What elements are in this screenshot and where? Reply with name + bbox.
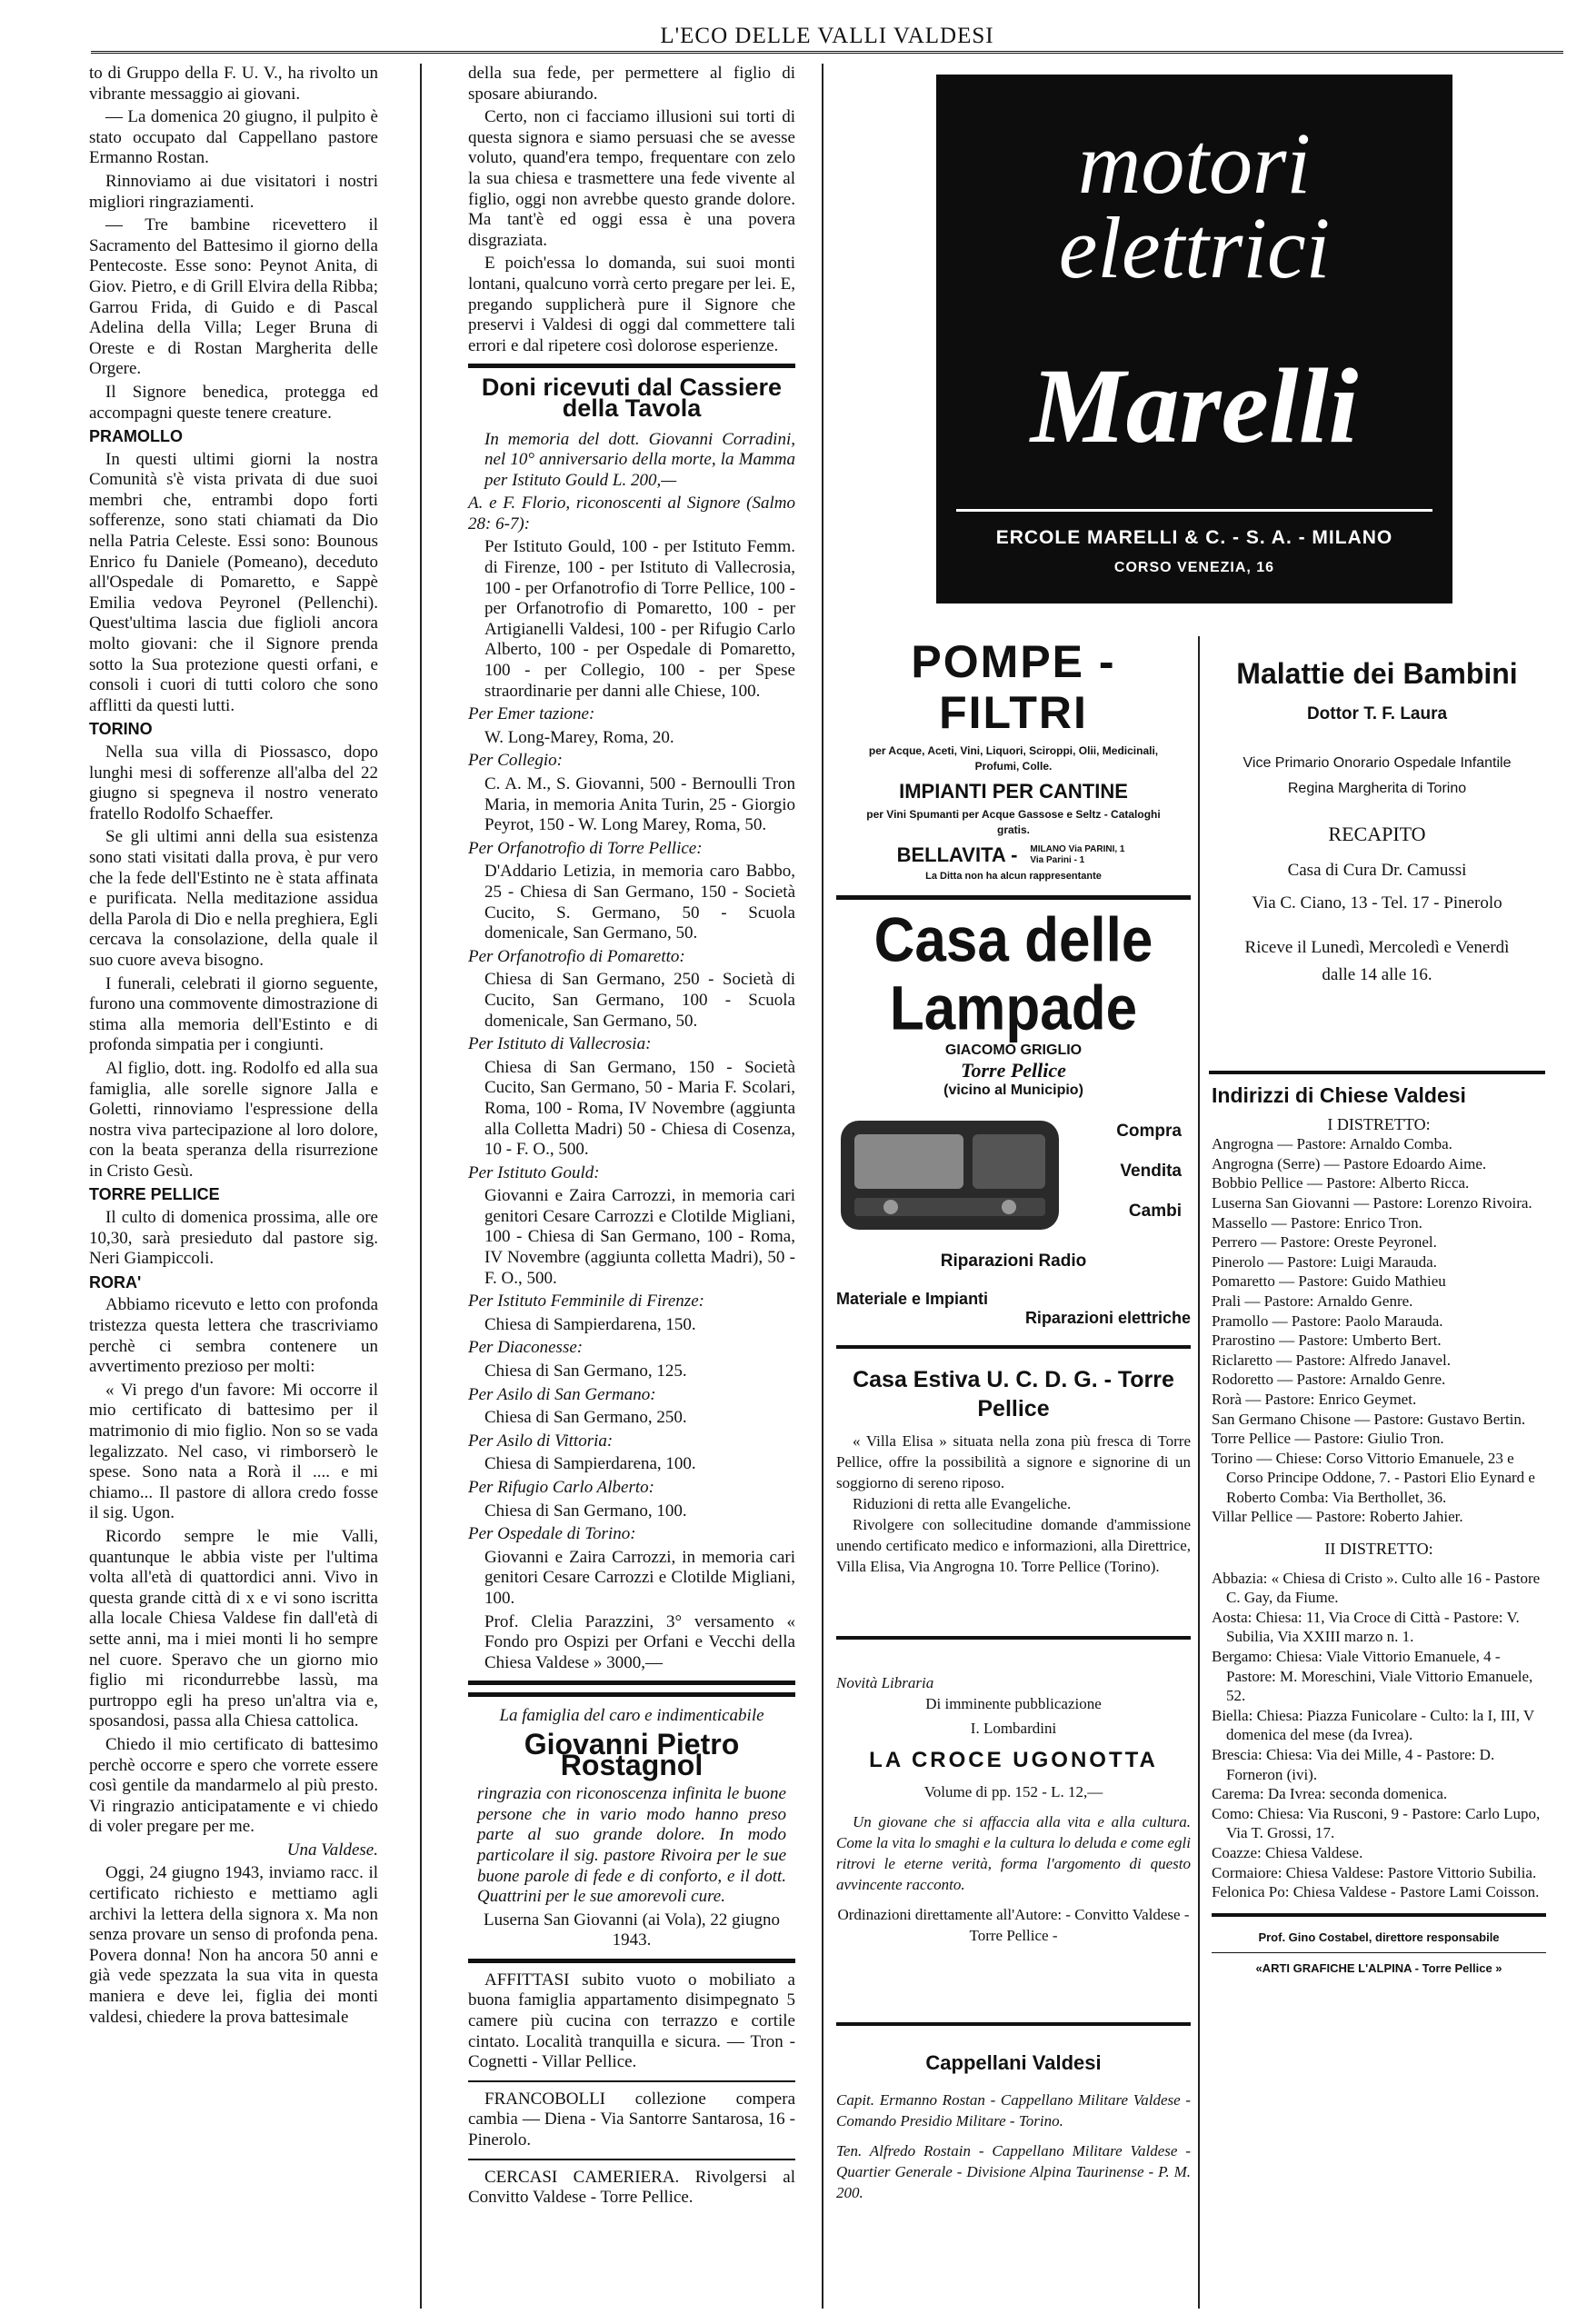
donation-entry: Prof. Clelia Parazzini, 3° versamento « Fondo pro Ospizi per Orfani e Vecchi della Chiesa Valdese » 3000,— — [484, 1611, 795, 1672]
summer-house-text: Riduzioni di retta alle Evangeliche. — [853, 1495, 1072, 1512]
paragraph: — La domenica 20 giugno, il pulpito è stato occupato dal Cappellano pastore Ermanno Rostan. — [89, 107, 378, 168]
donations-list — [468, 430, 795, 1674]
summer-house-text: « Villa Elisa » situata nella zona più fresca di Torre Pellice, offre la possibilità a signore e signorine di un soggiorno di sereno riposo. — [836, 1432, 1191, 1491]
column-rule-3 — [1198, 636, 1200, 2309]
letter-signature: Una Valdese. — [286, 1840, 378, 1860]
church-address-entry: Prarostino — Pastore: Umberto Bert. — [1212, 1332, 1442, 1350]
donations-title: Doni ricevuti dal Cassiere della Tavola — [481, 374, 783, 422]
donation-heading: Per Rifugio Carlo Alberto: — [468, 1478, 654, 1497]
church-address-entry: Pramollo — Pastore: Paolo Marauda. — [1212, 1312, 1443, 1330]
book-title: LA CROCE UGONOTTA — [869, 1748, 1158, 1772]
donation-entry: Chiesa di San Germano, 250 - Società di Cucito, San Germano, 100 - Scuola domenicale, San Germano, 50. — [484, 970, 795, 1031]
divider — [836, 2022, 1191, 2026]
divider — [836, 1636, 1191, 1640]
column-rule-1 — [420, 64, 422, 2309]
pompe-note: La Ditta non ha alcun rappresentante — [925, 871, 1102, 882]
church-address-entry: Cormaiore: Chiesa Valdese: Pastore Vittorio Subilia. — [1212, 1863, 1537, 1881]
pediatrician-hours-days: Riceve il Lunedì, Mercoledì e Venerdì — [1244, 938, 1510, 957]
chaplains-section — [836, 2045, 1191, 2203]
donation-entry: Chiesa di Sampierdarena, 150. — [484, 1314, 696, 1334]
donation-entry: Chiesa di San Germano, 125. — [484, 1361, 687, 1381]
church-address-entry: Coazze: Chiesa Valdese. — [1212, 1843, 1363, 1861]
pompe-products: per Acque, Aceti, Vini, Liquori, Sciroppi, Olii, Medicinali, Profumi, Colle. — [868, 744, 1159, 773]
family-notice-place: Luserna San Giovanni (ai Vola), 22 giugno 1943. — [484, 1910, 780, 1950]
letter-paragraph: Ricordo sempre le mie Valli, quantunque le abbia viste per l'ultima volta all'età di quattordici anni. Vivo in questa grande città di x e vi sono iscritta alla locale Chiesa Valdese fin dall'età di sette anni, ma i miei monti li ho sempre nel cuore. Speravo che un giorno mio figlio mi ricondurrebbe lassù, ma purtroppo egli ha preso un'altra via e, sposandosi, passa alla Chiesa cattolica. — [89, 1526, 378, 1731]
book-author: I. Lombardini — [970, 1720, 1057, 1737]
donation-heading: Per Asilo di Vittoria: — [468, 1431, 614, 1451]
lamp-shop-materials: Materiale e Impianti — [836, 1290, 989, 1308]
paragraph: Oggi, 24 giugno 1943, inviamo racc. il certificato richiesto e mettiamo agli archivi la lettera della signora x. Ma non senza provare un senso di profonda pena. Povera donna! Non ha ancora 50 anni e già vede spezzata la sua vita in questa maniera e deve lei, figlia dei monti valdesi, chiedere la prova battesimale — [89, 1863, 378, 2027]
book-ad — [836, 1672, 1191, 1946]
book-ordering: Ordinazioni direttamente all'Autore: - Convitto Valdese - Torre Pellice - — [837, 1906, 1190, 1944]
donation-entry: A. e F. Florio, riconoscenti al Signore (Salmo 28: 6-7): — [468, 494, 795, 534]
divider — [468, 1692, 795, 1697]
family-notice-name: Giovanni Pietro Rostagnol — [524, 1727, 740, 1781]
lamp-shop-ad — [836, 906, 1191, 1328]
church-address-entry: Aosta: Chiesa: 11, Via Croce di Città - Pastore: V. Subilia, Via XXIII marzo n. 1. — [1212, 1608, 1520, 1646]
newspaper-title: L'ECO DELLE VALLI VALDESI — [660, 24, 994, 48]
pompe-address: MILANO Via PARINI, 1 Via Parini - 1 — [1030, 844, 1125, 865]
church-addresses-title: Indirizzi di Chiese Valdesi — [1212, 1083, 1466, 1107]
district-1-list — [1212, 1134, 1546, 1527]
divider — [1209, 1071, 1545, 1074]
church-address-entry: Prali — Pastore: Arnaldo Genre. — [1212, 1292, 1413, 1310]
book-description: Un giovane che si affaccia alla vita e alla cultura. Come la vita lo smaghi e la cultura lo deluda e come egli ritrovi le eterne verità, forma l'argomento di questo avvincente racconto. — [836, 1813, 1191, 1893]
pompe-subtitle: IMPIANTI PER CANTINE — [899, 780, 1128, 803]
paragraph: E poich'essa lo domanda, sui suoi monti lontani, qualcuno vorrà certo pregare per lei. E, pregando supplicherà pure il Signore che preservi i Valdesi di oggi dal commettere tali errori e dal ripetere così dolorose esperienze. — [468, 254, 795, 355]
pediatrician-hours-time: dalle 14 alle 16. — [1322, 965, 1432, 984]
summer-house-title: Casa Estiva U. C. D. G. - Torre Pellice — [853, 1367, 1174, 1421]
church-address-entry: Rodoretto — Pastore: Arnaldo Genre. — [1212, 1371, 1446, 1389]
divider — [836, 1345, 1191, 1349]
newspaper-header — [91, 20, 1563, 54]
marelli-address: CORSO VENEZIA, 16 — [1113, 560, 1275, 575]
paragraph: Certo, non ci facciamo illusioni sui torti di questa signora e siamo persuasi che se avesse voluto, quand'era tempo, frequentare con zelo la sua chiesa e trasmettere una fede vivente al figlio, oggi non avrebbe questo grande dolore. Ma tant'è ed oggi essa è una povera disgraziata. — [468, 107, 795, 250]
marelli-advertisement — [936, 75, 1452, 603]
donation-heading: Per Emer tazione: — [468, 704, 595, 724]
church-address-entry: Como: Chiesa: Via Rusconi, 9 - Pastore: Carlo Lupo, Via T. Grossi, 17. — [1212, 1804, 1541, 1842]
divider — [468, 2159, 795, 2160]
church-address-entry: Riclaretto — Pastore: Alfredo Janavel. — [1212, 1351, 1451, 1369]
donation-entry: Per Istituto Gould, 100 - per Istituto Femm. di Firenze, 100 - per Istituto di Vallecrosia, 100 - per Orfanotrofio di Torre Pellice, 100 - per Orfanotrofio di Pomaretto, 100 - per Artigianelli Valdesi, 100 - per Rifugio Carlo Alberto, 100 - per Ospedale di Pomaretto, 100 - per Collegio, 100 - per Spese straordinarie per danni alle Chiese, 100. — [484, 537, 795, 701]
divider — [1212, 1952, 1546, 1953]
divider — [836, 895, 1191, 900]
paragraph: della sua fede, per permettere al figlio di sposare abiurando. — [468, 64, 795, 104]
donation-entry: Chiesa di San Germano, 150 - Società Cucito, San Germano, 50 - Maria F. Scolari, Roma, 100 - Roma, IV Novembre (aggiunta alla Colletta Madri) 50 - Chiesa di Cosenza, 10 - F. O., 500. — [484, 1057, 795, 1160]
pediatrician-title: Malattie dei Bambini — [1236, 657, 1518, 690]
church-address-entry: San Germano Chisone — Pastore: Gustavo Bertin. — [1212, 1410, 1526, 1428]
pediatrician-role-1: Vice Primario Onorario Ospedale Infantile — [1243, 755, 1512, 771]
column-rule-2 — [822, 64, 823, 2309]
donation-entry: Chiesa di San Germano, 250. — [484, 1408, 687, 1428]
church-address-entry: Torino — Chiese: Corso Vittorio Emanuele, 23 e Corso Principe Oddone, 7. - Pastori Elio Eynard e Roberto Comba: Via Berthollet, 36. — [1212, 1449, 1535, 1506]
paragraph: to di Gruppo della F. U. V., ha rivolto un vibrante messaggio ai giovani. — [89, 64, 378, 104]
marelli-divider — [956, 509, 1432, 512]
chaplain-entry: Ten. Alfredo Rostain - Cappellano Militare Valdese - Quartier Generale - Divisione Alpina Taurinense - P. M. 200. — [836, 2142, 1191, 2201]
church-address-entry: Luserna San Giovanni — Pastore: Lorenzo Rivoira. — [1212, 1193, 1532, 1212]
column-2 — [468, 64, 795, 2211]
donation-entry: D'Addario Letizia, in memoria caro Babbo, 25 - Chiesa di San Germano, 150 - Società Cucito, S. Germano, 50 - Scuola domenicale, San Germano, 50. — [484, 862, 795, 943]
divider — [1212, 1913, 1546, 1917]
family-notice-text: ringrazia con riconoscenza infinita le buone persone che in vario modo hanno preso parte al suo grande dolore. In modo particolare il sig. pastore Rivoira per le sue buone parole di fede e di conforto, e il dott. Quattrini per le sue amorevoli cure. — [477, 1784, 786, 1907]
church-address-entry: Villar Pellice — Pastore: Roberto Jahier. — [1212, 1508, 1463, 1526]
paragraph: I funerali, celebrati il giorno seguente, furono una commovente dimostrazione di stima alla memoria dell'Estinto e di profonda simpatia per i congiunti. — [89, 973, 378, 1055]
church-address-entry: Bergamo: Chiesa: Viale Vittorio Emanuele, 4 - Pastore: M. Moreschini, Viale Vittorio Emanuele, 52. — [1212, 1648, 1533, 1705]
pompe-title: POMPE - FILTRI — [911, 636, 1116, 738]
lamp-shop-title: Casa delle Lampade — [873, 906, 1153, 1043]
pediatrician-ad — [1209, 656, 1545, 989]
printer-credit: «ARTI GRAFICHE L'ALPINA - Torre Pellice » — [1255, 1961, 1502, 1976]
chaplains-title: Cappellani Valdesi — [925, 2051, 1102, 2074]
donation-entry: C. A. M., S. Giovanni, 500 - Bernoulli Tron Maria, in memoria Anita Turin, 25 - Giorgio Peyrot, 150 - W. Long Marey, Roma, 50. — [484, 774, 795, 835]
donation-heading: Per Istituto Gould: — [468, 1162, 600, 1182]
section-heading-torino: TORINO — [89, 720, 153, 739]
lamp-shop-owner: GIACOMO GRIGLIO — [944, 1042, 1083, 1058]
church-address-entry: Bobbio Pellice — Pastore: Alberto Ricca. — [1212, 1174, 1470, 1192]
lamp-shop-location: (vicino al Municipio) — [943, 1082, 1083, 1098]
lamp-shop-exchange: Cambi — [1128, 1202, 1182, 1221]
donation-heading: Per Orfanotrofio di Torre Pellice: — [468, 838, 703, 858]
church-address-entry: Angrogna (Serre) — Pastore Edoardo Aime. — [1212, 1154, 1487, 1172]
marelli-line-2: elettrici — [1058, 199, 1331, 296]
marelli-company: ERCOLE MARELLI & C. - S. A. - MILANO — [995, 527, 1393, 548]
church-address-entry: Felonica Po: Chiesa Valdese - Pastore Lami Coisson. — [1212, 1883, 1540, 1901]
paragraph: Il culto di domenica prossima, alle ore 10,30, sarà presieduto dal pastore sig. Neri Giampiccoli. — [89, 1208, 378, 1269]
summer-house-ad — [836, 1365, 1191, 1577]
director-credit: Prof. Gino Costabel, direttore responsabile — [1258, 1930, 1500, 1944]
pompe-filtri-ad — [836, 636, 1191, 882]
church-address-entry: Perrero — Pastore: Oreste Peyronel. — [1212, 1233, 1437, 1252]
paragraph: Al figlio, dott. ing. Rodolfo ed alla sua famiglia, alle sorelle signore Jalla e Goletti, rinnoviamo l'espressione della nostra viva partecipazione al loro dolore, con la beata speranza della risurrezione in Cristo Gesù. — [89, 1058, 378, 1181]
donation-heading: Per Istituto Femminile di Firenze: — [468, 1292, 704, 1312]
donation-heading: Per Diaconesse: — [468, 1338, 584, 1358]
pediatrician-role-2: Regina Margherita di Torino — [1287, 781, 1467, 796]
pediatrician-clinic: Casa di Cura Dr. Camussi — [1287, 861, 1467, 880]
district-2-heading: II DISTRETTO: — [1324, 1540, 1433, 1559]
church-address-entry: Massello — Pastore: Enrico Tron. — [1212, 1213, 1422, 1232]
radio-icon — [836, 1112, 1063, 1239]
donation-entry: Chiesa di Sampierdarena, 100. — [484, 1454, 696, 1474]
marelli-line-1: motori — [1077, 115, 1312, 212]
pompe-details: per Vini Spumanti per Acque Gassose e Seltz - Cataloghi gratis. — [866, 808, 1161, 836]
classified-ad: AFFITTASI subito vuoto o mobiliato a buona famiglia appartamento disimpegnato 5 camere più cucina con terrazzo e cortile cintato. Località tranquilla e sicura. — Tron - Cognetti - Villar Pellice. — [468, 1970, 795, 2072]
pediatrician-recapito-label: RECAPITO — [1328, 823, 1426, 845]
section-heading-torre-pellice: TORRE PELLICE — [89, 1185, 220, 1204]
donation-heading: Per Istituto di Vallecrosia: — [468, 1034, 652, 1054]
divider — [468, 364, 795, 368]
paragraph: In questi ultimi giorni la nostra Comunità s'è vista privata di due suoi membri che, entrambi dopo forti sofferenze, sono stati chiamati da Dio nella Patria Celeste. Essi sono: Bounous Enrico fu Daniele (Pomeano), deceduto all'Ospedale di Pomaretto, e Sappè Emilia vedova Peyronel (Pellenchi). Quest'ultima lascia due figlioli ancora molto giovani: che il Signore prenda sotto la Sua protezione questi orfani, e consoli i cuori di tutti coloro che sono afflitti da questi lutti. — [89, 449, 378, 715]
column-1 — [89, 64, 378, 2030]
book-ad-subtitle: Di imminente pubblicazione — [925, 1695, 1102, 1712]
church-address-entry: Pinerolo — Pastore: Luigi Marauda. — [1212, 1252, 1437, 1271]
letter-paragraph: Chiedo il mio certificato di battesimo perchè occorre e spero che vorrete essere così gentile da mandarmelo al più presto. Vi ringrazio anticipatamente e vi chiedo di voler pregare per me. — [89, 1734, 378, 1837]
donation-entry: Chiesa di San Germano, 100. — [484, 1501, 687, 1521]
divider — [468, 1959, 795, 1963]
church-address-entry: Angrogna — Pastore: Arnaldo Comba. — [1212, 1135, 1452, 1153]
district-1-heading: I DISTRETTO: — [1327, 1114, 1431, 1133]
lamp-shop-place: Torre Pellice — [961, 1059, 1066, 1082]
lamp-shop-sell: Vendita — [1120, 1162, 1182, 1181]
church-address-entry: Torre Pellice — Pastore: Giulio Tron. — [1212, 1430, 1444, 1448]
church-address-entry: Pomaretto — Pastore: Guido Mathieu — [1212, 1272, 1446, 1291]
paragraph: Rinnoviamo ai due visitatori i nostri migliori ringraziamenti. — [89, 171, 378, 212]
marelli-brand: Marelli — [1030, 346, 1359, 465]
church-address-entry: Brescia: Chiesa: Via dei Mille, 4 - Pastore: D. Forneron (ivi). — [1212, 1746, 1495, 1783]
letter-paragraph: « Vi prego d'un favore: Mi occorre il mio certificato di battesimo per il matrimonio di mio figlio. Non so se vada legalizzato. Nel caso, vi rimborserò le spese. Sono nata a Rorà il .... e mi chiamo... Il pastore di allora credo fosse il sig. Ugon. — [89, 1380, 378, 1523]
lamp-shop-radio-repair: Riparazioni Radio — [940, 1252, 1087, 1271]
lamp-shop-electric-repair: Riparazioni elettriche — [1024, 1309, 1191, 1327]
lamp-shop-buy: Compra — [1116, 1122, 1182, 1141]
donation-entry: W. Long-Marey, Roma, 20. — [484, 727, 674, 747]
district-2-list — [1212, 1569, 1546, 1902]
divider — [468, 2080, 795, 2082]
paragraph: Il Signore benedica, protegga ed accompagni queste tenere creature. — [89, 382, 378, 423]
divider — [468, 1681, 795, 1685]
book-volume: Volume di pp. 152 - L. 12,— — [923, 1783, 1103, 1800]
paragraph: — Tre bambine ricevettero il Sacramento del Battesimo il giorno della Pentecoste. Esse sono: Peynot Anita, di Giov. Pietro, e di Grill Elvira della Ribba; Garrou Frida, di Guido e di Pascal Adelina della Villa; Leger Bruna di Oreste e di Rostan Margherita delle Orgere. — [89, 215, 379, 379]
church-addresses — [1212, 1083, 1546, 1979]
donation-entry: Giovanni e Zaira Carrozzi, in memoria cari genitori Cesare Carrozzi e Clotilde Migliani, 100. — [484, 1547, 795, 1608]
church-address-entry: Rorà — Pastore: Enrico Geymet. — [1212, 1390, 1417, 1408]
classified-ad: CERCASI CAMERIERA. Rivolgersi al Convitto Valdese - Torre Pellice. — [468, 2167, 795, 2208]
donation-heading: Per Orfanotrofio di Pomaretto: — [468, 946, 685, 966]
paragraph: Abbiamo ricevuto e letto con profonda tristezza questa lettera che trascriviamo perchè ci sembra contenere un avvertimento prezioso per molti: — [89, 1295, 378, 1377]
pediatrician-name: Dottor T. F. Laura — [1306, 704, 1448, 723]
pompe-brand: BELLAVITA - — [896, 843, 1018, 866]
section-heading-pramollo: PRAMOLLO — [89, 427, 183, 446]
paragraph: Nella sua villa di Piossasco, dopo lunghi mesi di sofferenze all'alba del 22 giugno si spegneva il nostro venerato fratello Rodolfo Schaeffer. — [89, 743, 378, 823]
church-address-entry: Biella: Chiesa: Piazza Funicolare - Culto: la I, III, V domenica del mese (da Ivrea). — [1212, 1706, 1534, 1744]
donation-heading: Per Asilo di San Germano: — [468, 1384, 656, 1404]
pediatrician-address: Via C. Ciano, 13 - Tel. 17 - Pinerolo — [1252, 893, 1502, 913]
donation-heading: Per Ospedale di Torino: — [468, 1524, 636, 1544]
donation-heading: Per Collegio: — [468, 751, 563, 771]
chaplain-entry: Capit. Ermanno Rostan - Cappellano Militare Valdese - Comando Presidio Militare - Torino. — [836, 2091, 1191, 2130]
book-ad-header: Novità Libraria — [836, 1674, 934, 1691]
classified-ad: FRANCOBOLLI collezione compera cambia — Diena - Via Santorre Santarosa, 16 - Pinerolo. — [468, 2089, 795, 2150]
section-heading-rora: RORA' — [89, 1272, 142, 1292]
paragraph: Se gli ultimi anni della sua esistenza sono stati visitati dalla prova, è pur vero che la fede dell'Estinto ne è stata affinata e purificata. Nella meditazione assidua della Parola di Dio e nella preghiera, Egli cercava la consolazione, della quale il suo cuore aveva bisogno. — [89, 827, 378, 970]
family-notice-intro: La famiglia del caro e indimenticabile — [499, 1706, 764, 1726]
summer-house-text: Rivolgere con sollecitudine domande d'ammissione unendo certificato medico e informazioni, alla Direttrice, Villa Elisa, Via Angrogna 10. Torre Pellice (Torino). — [836, 1516, 1191, 1575]
church-address-entry: Carema: Da Ivrea: seconda domenica. — [1212, 1785, 1448, 1803]
donation-entry: In memoria del dott. Giovanni Corradini, nel 10° anniversario della morte, la Mamma per Istituto Gould L. 200,— — [484, 429, 795, 490]
church-address-entry: Abbazia: « Chiesa di Cristo ». Culto alle 16 - Pastore C. Gay, da Fiume. — [1212, 1569, 1541, 1607]
donation-entry: Giovanni e Zaira Carrozzi, in memoria cari genitori Cesare Carrozzi e Clotilde Migliani, 100 - Chiesa di San Germano, 100 - Roma, IV Novembre (aggiunta colletta Madri), 50 - F. O., 500. — [484, 1186, 795, 1288]
